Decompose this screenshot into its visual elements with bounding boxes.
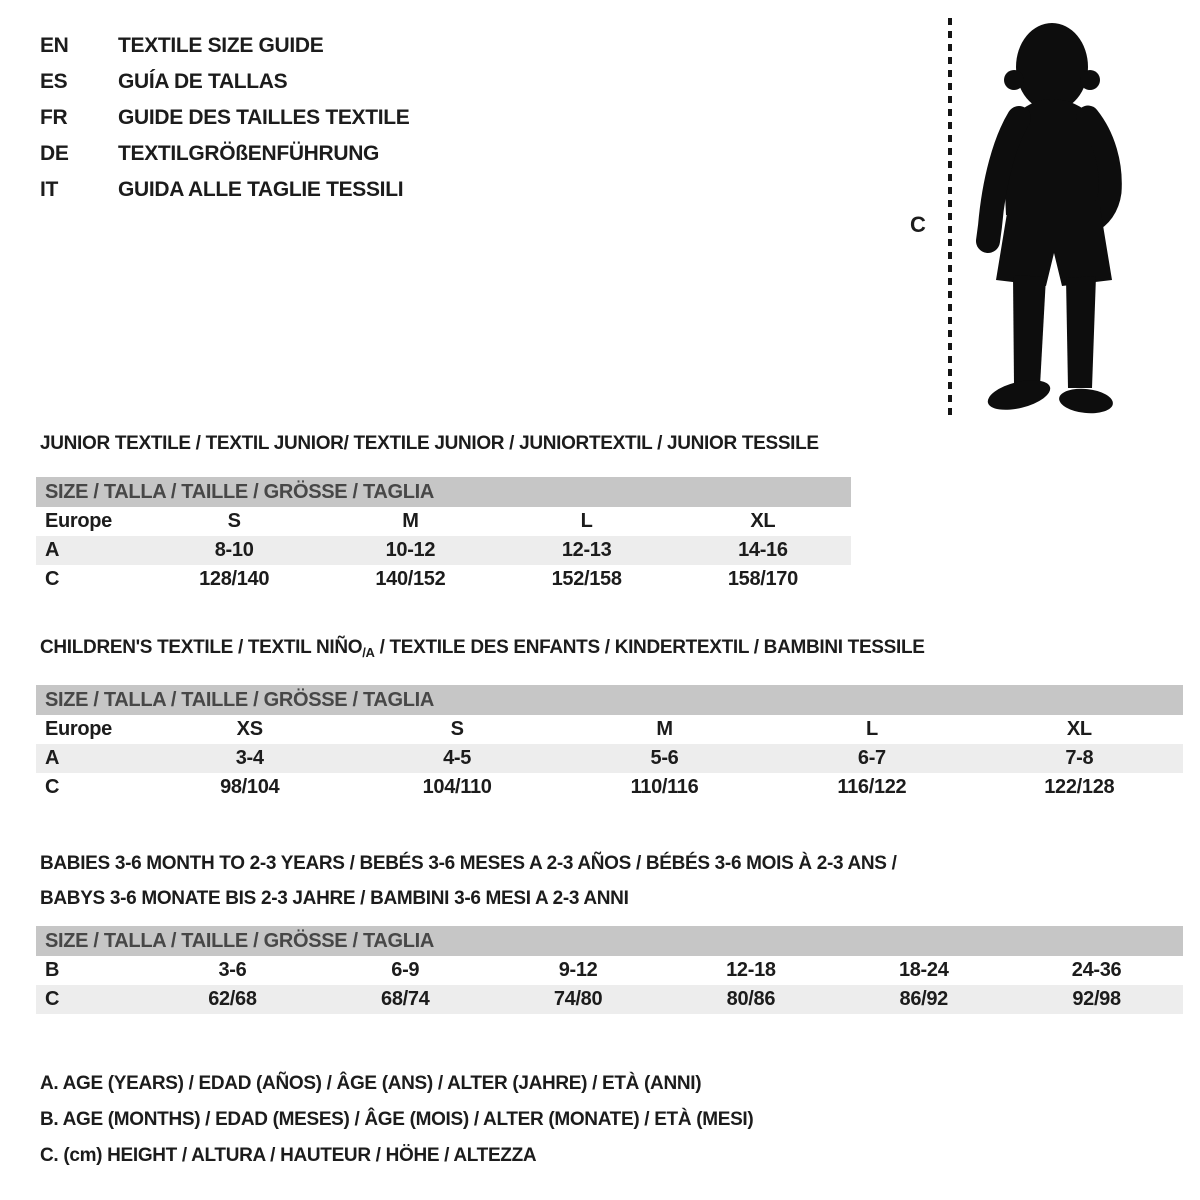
row-label: Europe [45, 510, 112, 532]
size-cell: M [402, 510, 419, 532]
babies-heading-line2: BABYS 3-6 MONATE BIS 2-3 JAHRE / BAMBINI 3-6 MESI A 2-3 ANNI [40, 888, 629, 909]
value-cell: 104/110 [422, 776, 492, 798]
value-cell: 74/80 [553, 988, 603, 1010]
row-label: C [45, 776, 60, 798]
value-cell: 92/98 [1072, 988, 1121, 1010]
children-heading-suffix: / TEXTILE DES ENFANTS / KINDERTEXTIL / BAMBINI TESSILE [374, 637, 925, 658]
value-cell: 9-12 [558, 959, 598, 981]
value-cell: 128/140 [199, 568, 270, 590]
value-cell: 3-4 [235, 747, 264, 769]
value-cell: 62/68 [208, 988, 257, 1010]
row-label: Europe [45, 718, 112, 740]
lang-code: ES [40, 70, 68, 93]
measure-legend [40, 1066, 753, 1174]
row-label: C [45, 988, 60, 1010]
value-cell: 12-18 [726, 959, 776, 981]
value-cell: 98/104 [220, 776, 280, 798]
toddler-silhouette-icon [963, 14, 1145, 420]
value-cell: 158/170 [727, 568, 798, 590]
value-cell: 122/128 [1044, 776, 1115, 798]
table-row [36, 956, 1183, 985]
lang-title: GUÍA DE TALLAS [118, 70, 288, 93]
children-heading-prefix: CHILDREN'S TEXTILE / TEXTIL NIÑO [40, 637, 363, 658]
value-cell: 152/158 [551, 568, 622, 590]
lang-title: TEXTILE SIZE GUIDE [118, 34, 324, 57]
size-cell: S [450, 718, 464, 740]
language-title-list [40, 28, 409, 208]
table-row [36, 744, 1183, 773]
lang-title: GUIDA ALLE TAGLIE TESSILI [118, 178, 404, 201]
legend-line-b: B. AGE (MONTHS) / EDAD (MESES) / ÂGE (MOIS) / ALTER (MONATE) / ETÀ (MESI) [40, 1109, 754, 1130]
lang-title: GUIDE DES TAILLES TEXTILE [118, 106, 410, 129]
legend-line-a: A. AGE (YEARS) / EDAD (AÑOS) / ÂGE (ANS) / ALTER (JAHRE) / ETÀ (ANNI) [40, 1073, 702, 1094]
row-label: B [45, 959, 60, 981]
table-row [36, 773, 1183, 802]
lang-row-it [40, 172, 409, 208]
height-measure-dashed-line [948, 18, 952, 416]
junior-size-table [36, 507, 851, 594]
lang-row-es [40, 64, 409, 100]
size-cell: XL [1066, 718, 1092, 740]
value-cell: 3-6 [218, 959, 247, 981]
table-row [36, 715, 1183, 744]
value-cell: 18-24 [898, 959, 949, 981]
value-cell: 12-13 [561, 539, 612, 561]
babies-heading-line1: BABIES 3-6 MONTH TO 2-3 YEARS / BEBÉS 3-6 MESES A 2-3 AÑOS / BÉBÉS 3-6 MOIS À 2-3 ANS / [40, 853, 897, 874]
size-cell: L [865, 718, 878, 740]
lang-row-de [40, 136, 409, 172]
lang-row-fr [40, 100, 409, 136]
size-cell: L [580, 510, 593, 532]
value-cell: 6-7 [857, 747, 886, 769]
children-section-heading [40, 636, 925, 665]
lang-code: EN [40, 34, 69, 57]
value-cell: 140/152 [375, 568, 446, 590]
size-cell: XS [236, 718, 263, 740]
value-cell: 80/86 [726, 988, 776, 1010]
children-heading-sub: /A [362, 645, 375, 660]
legend-line-c: C. (cm) HEIGHT / ALTURA / HAUTEUR / HÖHE / ALTEZZA [40, 1145, 537, 1166]
value-cell: 110/116 [630, 776, 699, 798]
size-cell: M [656, 718, 673, 740]
size-cell: XL [750, 510, 776, 532]
value-cell: 5-6 [650, 747, 679, 769]
row-label: A [45, 747, 60, 769]
children-size-table [36, 715, 1183, 802]
value-cell: 8-10 [214, 539, 254, 561]
table-row [36, 536, 851, 565]
table-row [36, 985, 1183, 1014]
value-cell: 6-9 [391, 959, 420, 981]
junior-section-heading: JUNIOR TEXTILE / TEXTIL JUNIOR/ TEXTILE JUNIOR / JUNIORTEXTIL / JUNIOR TESSILE [40, 433, 819, 454]
value-cell: 68/74 [381, 988, 430, 1010]
table-row [36, 507, 851, 536]
table-row [36, 565, 851, 594]
value-cell: 7-8 [1065, 747, 1094, 769]
junior-size-header-band: SIZE / TALLA / TAILLE / GRÖSSE / TAGLIA [36, 477, 851, 507]
babies-section-heading [40, 846, 897, 916]
size-cell: S [227, 510, 241, 532]
value-cell: 4-5 [443, 747, 472, 769]
value-cell: 24-36 [1071, 959, 1122, 981]
lang-code: DE [40, 142, 69, 165]
value-cell: 14-16 [738, 539, 788, 561]
lang-title: TEXTILGRÖßENFÜHRUNG [118, 142, 380, 165]
children-size-header-band: SIZE / TALLA / TAILLE / GRÖSSE / TAGLIA [36, 685, 1183, 715]
lang-row-en [40, 28, 409, 64]
babies-size-table [36, 956, 1183, 1014]
lang-code: FR [40, 106, 68, 129]
row-label: C [45, 568, 60, 590]
height-measure-label: C [910, 212, 926, 237]
row-label: A [45, 539, 60, 561]
value-cell: 116/122 [837, 776, 907, 798]
babies-size-header-band: SIZE / TALLA / TAILLE / GRÖSSE / TAGLIA [36, 926, 1183, 956]
value-cell: 10-12 [385, 539, 436, 561]
value-cell: 86/92 [899, 988, 948, 1010]
lang-code: IT [40, 178, 59, 201]
